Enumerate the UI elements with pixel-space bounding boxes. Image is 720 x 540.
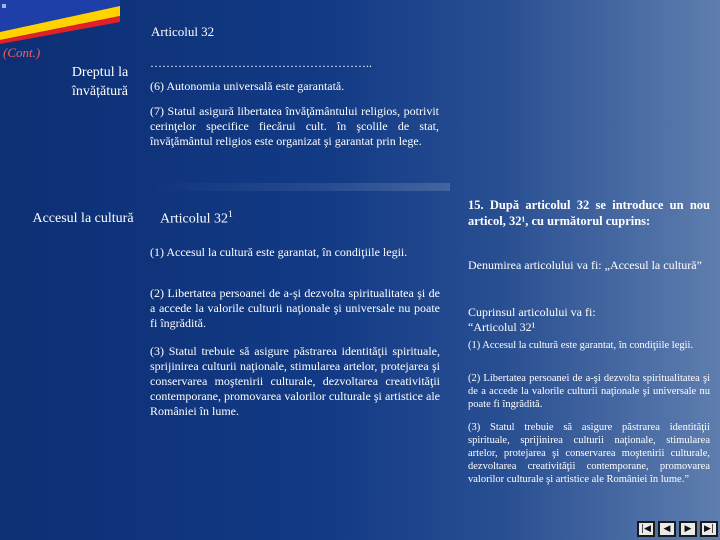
cuprinsul-label: Cuprinsul articolului va fi: [468, 305, 596, 319]
section-dreptul-heading: Dreptul la învățătură [71, 65, 129, 99]
separator [150, 183, 450, 191]
cont-label: (Cont.) [3, 45, 41, 60]
last-slide-button[interactable] [700, 521, 718, 537]
article-32-title: Articolul 32 [151, 24, 215, 39]
previous-slide-button[interactable] [658, 521, 676, 537]
first-icon: |◀ [641, 523, 651, 534]
article-32-1-paragraph-2: (2) Libertatea persoanei de a-şi dezvolta spiritualitatea şi de a accede la valorile culturii naţionale şi universale nu poate fi îngrădită. [150, 286, 440, 330]
quote-paragraph-3: (3) Statul trebuie să asigure păstrarea identităţii spirituale, sprijinirea culturii naţionale, stimularea artelor, protejarea şi conservarea moştenirii culturale, dezvoltarea creativităţii contemporane, promovarea valorilor culturale şi artistice ale României în lume.” [468, 422, 710, 485]
previous-icon: ◀ [663, 523, 671, 534]
next-icon: ▶ [684, 523, 692, 534]
denumirea-text: Denumirea articolului va fi: „Accesul la cultură” [468, 258, 702, 272]
amendment-heading: 15. După articolul 32 se introduce un nou articol, 32¹, cu următorul cuprins: [468, 198, 710, 228]
quote-paragraph-2: (2) Libertatea persoanei de a-şi dezvolta spiritualitatea şi de a accede la valorile culturii naţionale şi universale nu poate fi îngrădită. [468, 373, 710, 410]
article-32-1-paragraph-3: (3) Statul trebuie să asigure păstrarea identităţii spirituale, sprijinirea culturii naţionale, stimularea artelor, protejarea şi conservarea moştenirii culturale, dezvoltarea creativităţii contemporane, promovarea valorilor culturale şi artistice ale României în lume. [150, 344, 440, 418]
ellipsis-line: ……………………………………………….. [150, 56, 372, 70]
section-accesul-heading: Accesul la cultură [32, 211, 134, 226]
first-slide-button[interactable] [637, 521, 655, 537]
flag-logo [0, 0, 120, 44]
article-32-1-title: Articolul $32^1$ [160, 209, 233, 227]
next-slide-button[interactable] [679, 521, 697, 537]
paragraph-7: (7) Statul asigură libertatea învăţământului religios, potrivit cerinţelor specifice fiecărui cult. în şcolile de stat, învăţământul religios este organizat şi garantat prin lege. [150, 104, 439, 148]
paragraph-6: (6) Autonomia universală este garantată. [150, 79, 345, 93]
article-32-1-paragraph-1: (1) Accesul la cultură este garantat, în condiţiile legii. [150, 245, 408, 259]
quote-paragraph-1: (1) Accesul la cultură este garantat, în condiţiile legii. [468, 340, 694, 351]
last-icon: ▶| [704, 523, 714, 534]
quote-article-title: “Articolul 32¹ [468, 320, 536, 334]
slide-navigation [637, 521, 718, 537]
